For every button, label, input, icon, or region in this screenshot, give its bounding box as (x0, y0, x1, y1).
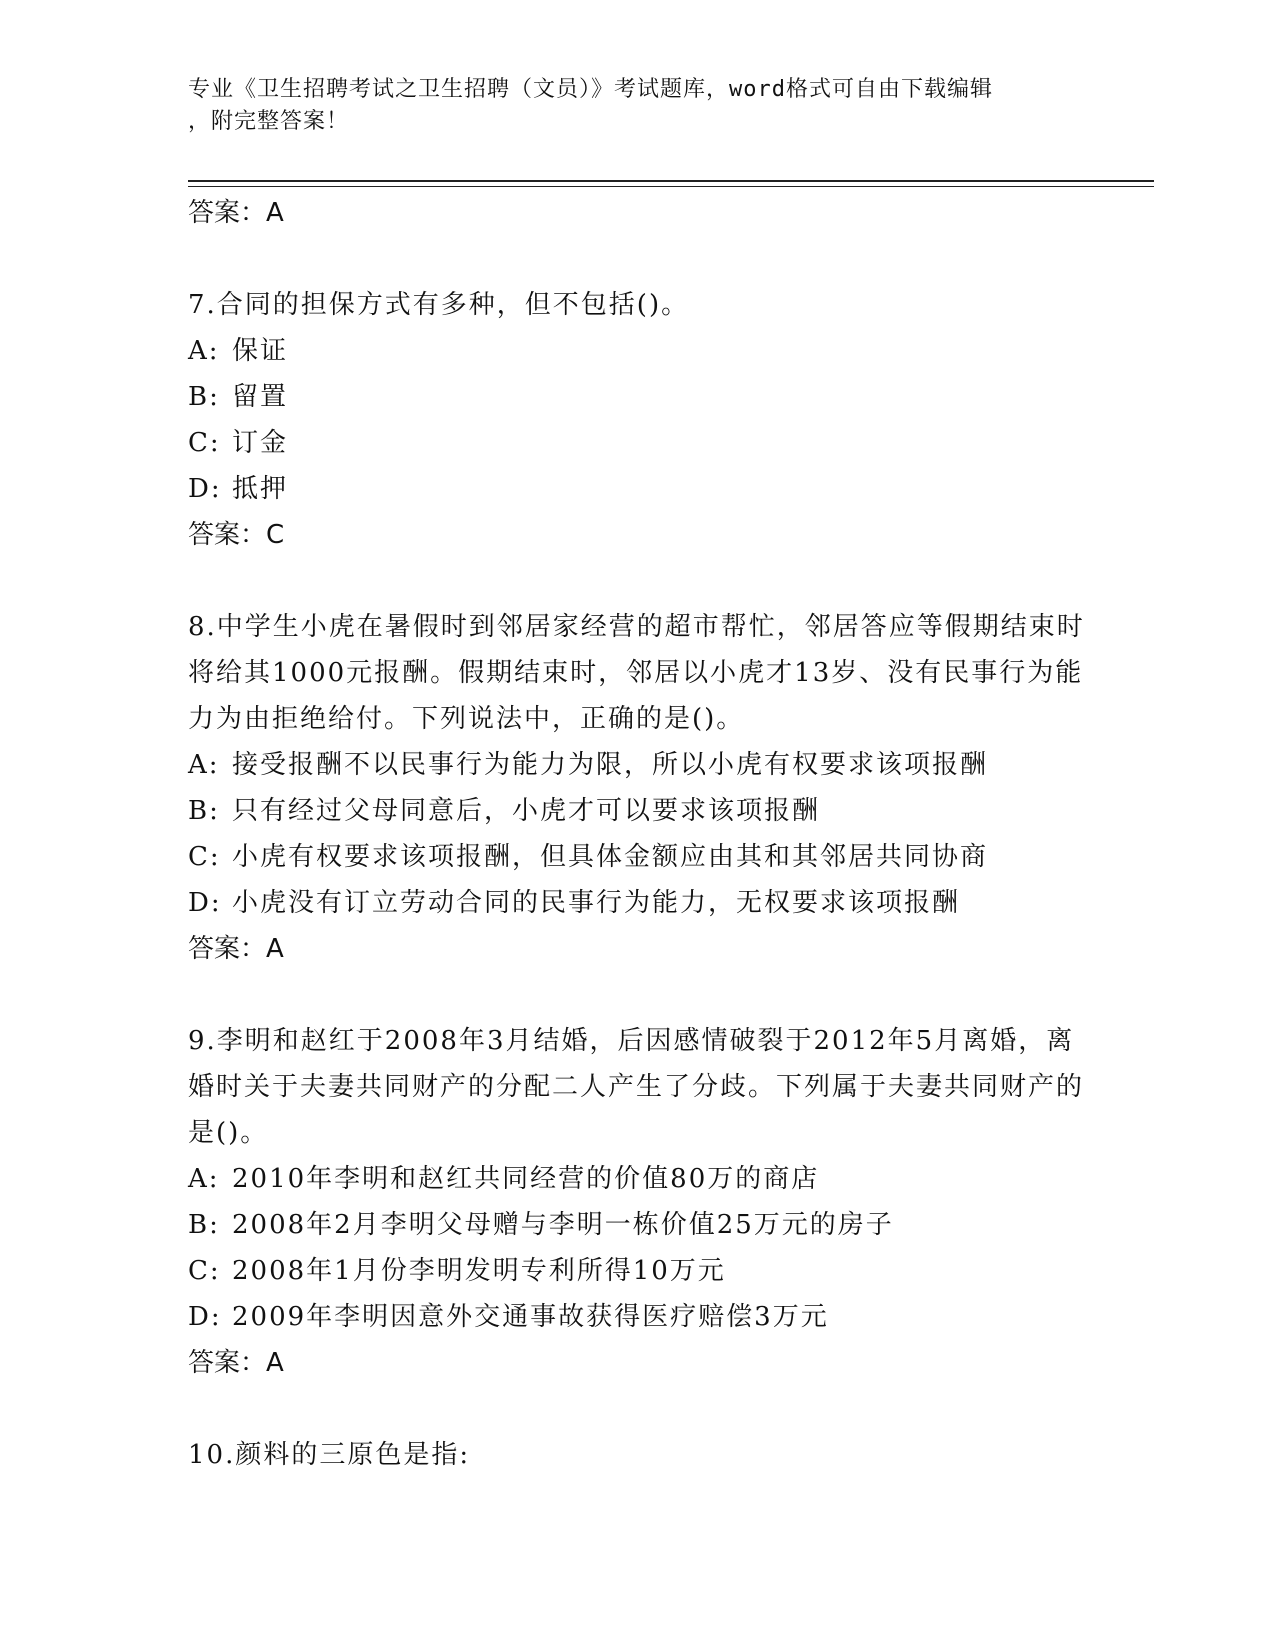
option-text: 小虎没有订立劳动合同的民事行为能力，无权要求该项报酬 (232, 888, 961, 918)
option-text: 2008年2月李明父母赠与李明一栋价值25万元的房子 (232, 1210, 894, 1240)
question-list (188, 190, 1088, 1478)
option-text: 2008年1月份李明发明专利所得10万元 (232, 1256, 726, 1286)
option-key: A: (188, 750, 220, 780)
option-text: 2009年李明因意外交通事故获得医疗赔偿3万元 (232, 1302, 829, 1332)
previous-answer: 答案：A (188, 198, 284, 228)
question-text: 10.颜料的三原色是指: (188, 1440, 471, 1470)
option-b (188, 1202, 1088, 1248)
option-key: C: (188, 1256, 221, 1286)
option-key: B: (188, 796, 220, 826)
option-b (188, 374, 1088, 420)
header-rule-thick (188, 180, 1154, 182)
document-header (188, 74, 1068, 138)
question-10 (188, 1432, 1088, 1478)
option-c (188, 420, 1088, 466)
option-text: 小虎有权要求该项报酬，但具体金额应由其和其邻居共同协商 (232, 842, 989, 872)
option-d (188, 1294, 1088, 1340)
header-line-1: 专业《卫生招聘考试之卫生招聘（文员）》考试题库，word格式可自由下载编辑 (188, 77, 993, 102)
option-key: C: (188, 428, 221, 458)
option-key: B: (188, 1210, 220, 1240)
question-7 (188, 282, 1088, 558)
option-d (188, 466, 1088, 512)
header-line-2: ，附完整答案！ (188, 109, 350, 134)
question-text: 8.中学生小虎在暑假时到邻居家经营的超市帮忙，邻居答应等假期结束时将给其1000元报酬。假期结束时，邻居以小虎才13岁、没有民事行为能力为由拒绝给付。下列说法中，正确的是()。 (188, 612, 1085, 734)
option-key: C: (188, 842, 221, 872)
option-key: B: (188, 382, 220, 412)
option-text: 抵押 (232, 474, 289, 504)
answer: 答案：A (188, 1348, 284, 1378)
option-c (188, 834, 1088, 880)
option-key: D: (188, 474, 222, 504)
option-a (188, 742, 1088, 788)
option-text: 接受报酬不以民事行为能力为限，所以小虎有权要求该项报酬 (232, 750, 989, 780)
question-9 (188, 1018, 1088, 1386)
header-rule-thin (188, 186, 1154, 187)
answer: 答案：C (188, 520, 285, 550)
option-a (188, 328, 1088, 374)
answer: 答案：A (188, 934, 284, 964)
option-key: D: (188, 888, 222, 918)
question-text: 7.合同的担保方式有多种，但不包括()。 (188, 290, 690, 320)
option-text: 只有经过父母同意后，小虎才可以要求该项报酬 (232, 796, 821, 826)
option-b (188, 788, 1088, 834)
option-key: A: (188, 336, 220, 366)
option-text: 留置 (232, 382, 289, 412)
option-text: 保证 (232, 336, 289, 366)
question-text: 9.李明和赵红于2008年3月结婚，后因感情破裂于2012年5月离婚，离婚时关于夫妻共同财产的分配二人产生了分歧。下列属于夫妻共同财产的是()。 (188, 1026, 1085, 1148)
option-text: 订金 (232, 428, 289, 458)
option-c (188, 1248, 1088, 1294)
option-key: D: (188, 1302, 222, 1332)
question-8 (188, 604, 1088, 972)
option-text: 2010年李明和赵红共同经营的价值80万的商店 (232, 1164, 820, 1194)
option-key: A: (188, 1164, 220, 1194)
option-a (188, 1156, 1088, 1202)
option-d (188, 880, 1088, 926)
